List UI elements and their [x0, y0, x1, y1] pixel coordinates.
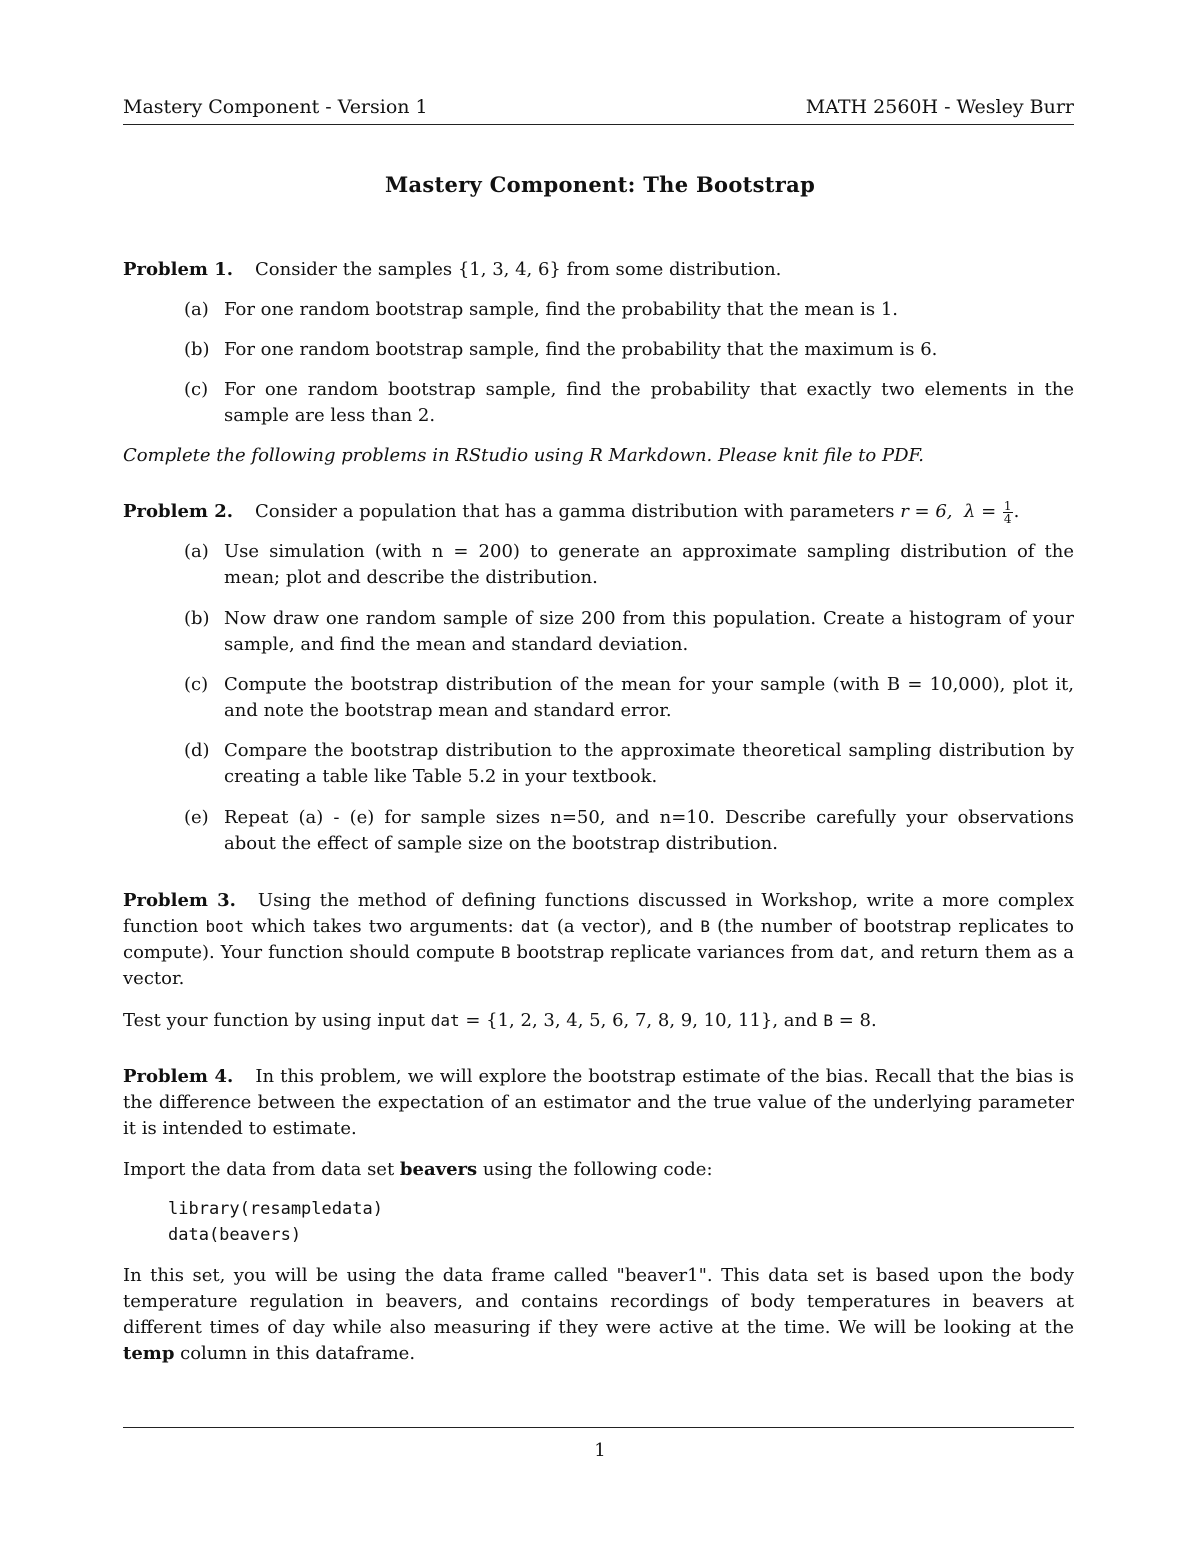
item-text: Now draw one random sample of size 200 from this population. Create a histogram of your sample, and find the mean and standard deviation. [224, 608, 1074, 655]
problem-1-item-a [184, 297, 1074, 323]
running-header [123, 96, 1074, 125]
item-text: For one random bootstrap sample, find the probability that the maximum is 6. [224, 339, 938, 360]
item-text: Use simulation (with n = 200) to generate an approximate sampling distribution of the mean; plot and describe the distribution. [224, 541, 1074, 588]
item-label: (e) [184, 807, 209, 828]
item-text: For one random bootstrap sample, find the probability that the mean is 1. [224, 299, 898, 320]
problem-1-text: Consider the samples [255, 259, 458, 280]
item-text: For one random bootstrap sample, find the probability that exactly two elements in the sample are less than 2. [224, 379, 1074, 426]
item-text: Compute the bootstrap distribution of the mean for your sample (with B = 10,000), plot it, and note the bootstrap mean and standard error. [224, 674, 1074, 721]
item-label: (b) [184, 339, 210, 360]
document-title: Mastery Component: The Bootstrap [384, 172, 816, 197]
header-right: MATH 2560H - Wesley Burr [805, 96, 1074, 118]
p3-test-text: = {1, 2, 3, 4, 5, 6, 7, 8, 9, 10, 11}, and [459, 1010, 824, 1031]
problem-2-label: Problem 2. [123, 501, 234, 522]
code-b: B [500, 943, 511, 962]
item-label: (a) [184, 299, 209, 320]
p3-text: (a vector), and [549, 916, 701, 937]
p4-import-text: Import the data from data set [123, 1159, 400, 1180]
item-text: Repeat (a) - (e) for sample sizes n=50, and n=10. Describe carefully your observations about the effect of sample size on the bootstrap distribution. [224, 807, 1074, 854]
problem-2-item-e [184, 805, 1074, 857]
problem-3-paragraph [123, 888, 1074, 992]
p3-test-text: Test your function by using input [123, 1010, 431, 1031]
fraction [1003, 500, 1013, 525]
code-block [168, 1196, 383, 1248]
column-name: temp [123, 1343, 175, 1364]
p4-desc-text: column in this dataframe. [174, 1343, 416, 1364]
dataset-name: beavers [399, 1159, 478, 1180]
p3-text: (the number of bootstrap replicates to compute). Your function should compute [123, 916, 1075, 963]
problem-2-item-b [184, 606, 1074, 658]
instructions: Complete the following problems in RStudio using R Markdown. Please knit file to PDF. [123, 445, 924, 466]
p3-text: , and return them as a vector. [123, 942, 1074, 989]
p4-import-text: using the following code: [477, 1159, 713, 1180]
p3-text: bootstrap replicate variances from [510, 942, 841, 963]
problem-1-intro [123, 257, 1074, 283]
code-dat: dat [840, 943, 869, 962]
item-label: (b) [184, 608, 210, 629]
problem-3-label: Problem 3. [123, 890, 236, 911]
code-dat: dat [430, 1011, 460, 1030]
problem-3-test [123, 1008, 1074, 1034]
p3-text: Using the method of defining functions discussed in Workshop, write a more complex function [123, 890, 1074, 937]
problem-4-dataset-description [123, 1263, 1074, 1367]
item-label: (d) [184, 740, 210, 761]
p4-text: In this problem, we will explore the bootstrap estimate of the bias. Recall that the bias is the difference between the expectation of an estimator and the true value of the underlying parameter it is intended to estimate. [123, 1066, 1074, 1139]
period: . [1013, 501, 1020, 522]
problem-2-item-a [184, 539, 1074, 591]
page-number: 1 [594, 1440, 606, 1461]
fraction-numerator: 1 [1003, 498, 1012, 513]
param-r: r = 6, [900, 501, 953, 522]
problem-2-intro [123, 499, 1074, 525]
footer-rule [123, 1427, 1074, 1428]
problem-2-text: Consider a population that has a gamma distribution with parameters [255, 501, 901, 522]
code-b: B [700, 917, 710, 936]
header-left: Mastery Component - Version 1 [123, 96, 428, 118]
item-label: (c) [184, 379, 209, 400]
code-line: data(beavers) [168, 1225, 302, 1245]
p3-text: which takes two arguments: [244, 916, 521, 937]
item-label: (a) [184, 541, 209, 562]
code-boot: boot [205, 917, 245, 936]
problem-2-item-d [184, 738, 1074, 790]
problem-4-import [123, 1157, 1074, 1183]
code-dat: dat [520, 917, 550, 936]
problem-1-label: Problem 1. [123, 259, 234, 280]
problem-2-item-c [184, 672, 1074, 724]
problem-1-item-b [184, 337, 1074, 363]
item-label: (c) [184, 674, 209, 695]
problem-1-text-end: from some distribution. [560, 259, 782, 280]
p4-desc-text: In this set, you will be using the data frame called "beaver1". This data set is based upon the body temperature regulation in beavers, and contains recordings of body temperatures in beavers at different times of day while also measuring if they were active at the time. We will be looking at the [123, 1265, 1074, 1338]
param-lambda: λ = [963, 501, 997, 522]
problem-1-item-c [184, 377, 1074, 429]
item-text: Compare the bootstrap distribution to the approximate theoretical sampling distribution by creating a table like Table 5.2 in your textbook. [224, 740, 1074, 787]
problem-1-set: {1, 3, 4, 6} [457, 259, 561, 280]
problem-4-paragraph [123, 1064, 1074, 1142]
p3-test-text: = 8. [833, 1010, 877, 1031]
problem-4-label: Problem 4. [123, 1066, 234, 1087]
code-b: B [823, 1011, 834, 1030]
fraction-denominator: 4 [1003, 511, 1012, 526]
code-line: library(resampledata) [168, 1199, 383, 1219]
